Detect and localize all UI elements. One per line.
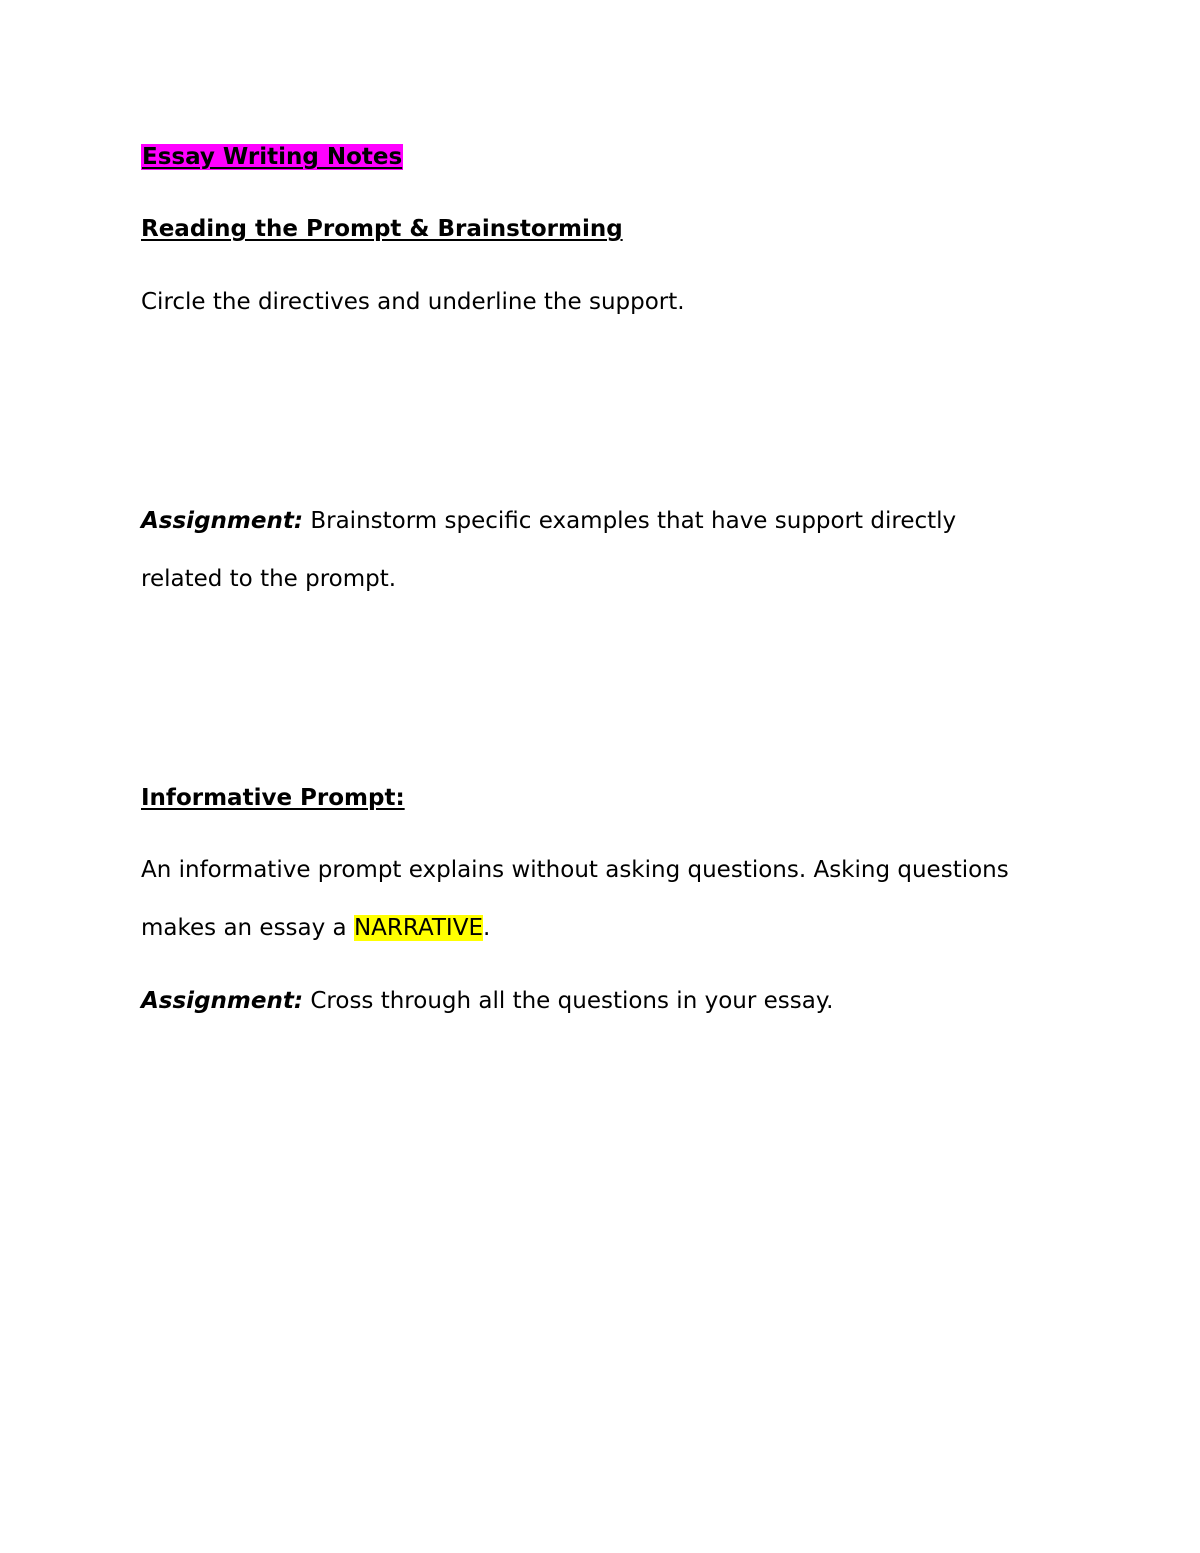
informative-body-end: . [482, 915, 491, 941]
informative-body-text: makes an essay a [141, 915, 354, 941]
instruction-text: Circle the directives and underline the support. [141, 289, 685, 315]
informative-body-line-2 [141, 913, 490, 943]
section-heading-reading-prompt: Reading the Prompt & Brainstorming [141, 216, 623, 242]
assignment-line-1 [141, 506, 956, 536]
section-heading-informative-prompt: Informative Prompt: [141, 785, 405, 811]
informative-body-line-1: An informative prompt explains without asking questions. Asking questions [141, 857, 1009, 883]
assignment-text: Brainstorm specific examples that have support directly [303, 508, 957, 534]
assignment-text: Cross through all the questions in your essay. [303, 988, 834, 1014]
narrative-highlight: NARRATIVE [353, 915, 483, 941]
assignment-line-3 [141, 986, 833, 1016]
assignment-label: Assignment: [141, 988, 304, 1014]
document-title [141, 142, 403, 172]
assignment-label: Assignment: [141, 508, 304, 534]
assignment-line-2: related to the prompt. [141, 566, 397, 592]
document-title-text: Essay Writing Notes [142, 144, 403, 170]
